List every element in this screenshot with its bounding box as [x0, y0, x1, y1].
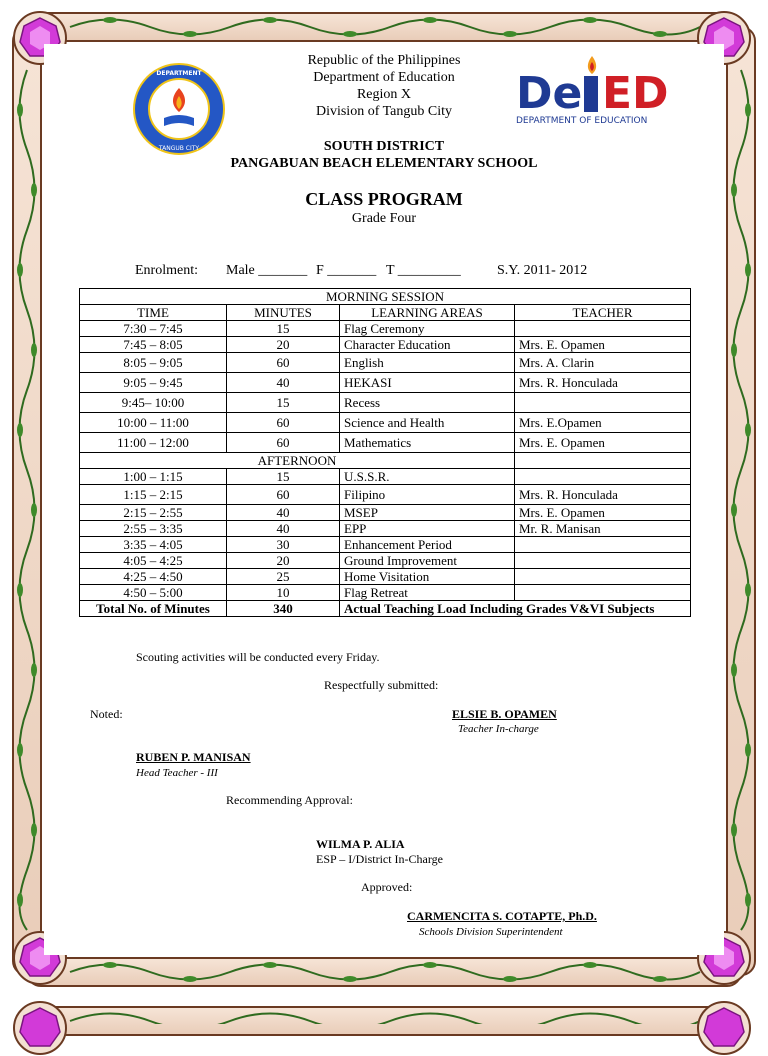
- teacher-cell: [515, 569, 691, 585]
- table-row: [80, 521, 691, 537]
- minutes-cell: 15: [227, 469, 340, 485]
- time-cell: 7:30 – 7:45: [80, 321, 227, 337]
- teacher-cell: [515, 469, 691, 485]
- svg-text:DEPARTMENT OF EDUCATION: DEPARTMENT OF EDUCATION: [516, 116, 648, 126]
- learning-area-cell: Filipino: [340, 485, 515, 505]
- total-label: Total No. of Minutes: [80, 601, 227, 617]
- minutes-cell: 60: [227, 485, 340, 505]
- table-row: [80, 393, 691, 413]
- time-cell: 2:55 – 3:35: [80, 521, 227, 537]
- table-row: [80, 353, 691, 373]
- time-cell: 4:25 – 4:50: [80, 569, 227, 585]
- minutes-cell: 25: [227, 569, 340, 585]
- scouting-note: Scouting activities will be conducted every Friday.: [136, 650, 380, 664]
- minutes-cell: 60: [227, 433, 340, 453]
- head-teacher-role: Head Teacher - III: [136, 767, 218, 779]
- learning-area-cell: Mathematics: [340, 433, 515, 453]
- total-minutes: 340: [227, 601, 340, 617]
- recommending-approval-label: Recommending Approval:: [226, 793, 353, 807]
- minutes-cell: 15: [227, 393, 340, 413]
- table-row: [80, 505, 691, 521]
- teacher-incharge-role: Teacher In-charge: [458, 723, 539, 735]
- header-republic: Republic of the Philippines: [307, 53, 461, 68]
- enrolment-total: T _________: [386, 263, 461, 278]
- district-name: SOUTH DISTRICT: [323, 139, 445, 154]
- teacher-cell: [515, 453, 691, 469]
- teacher-cell: Mrs. R. Honculada: [515, 373, 691, 393]
- header-department: Department of Education: [313, 70, 455, 85]
- minutes-cell: 20: [227, 553, 340, 569]
- time-cell: 8:05 – 9:05: [80, 353, 227, 373]
- enrolment-male: Male _______: [226, 263, 308, 278]
- time-cell: 2:15 – 2:55: [80, 505, 227, 521]
- time-cell: 1:00 – 1:15: [80, 469, 227, 485]
- esp-role: ESP – I/District In-Charge: [316, 852, 443, 866]
- superintendent-name: CARMENCITA S. COTAPTE, Ph.D.: [407, 909, 597, 923]
- time-cell: 9:05 – 9:45: [80, 373, 227, 393]
- noted-label: Noted:: [90, 707, 123, 721]
- table-row: [80, 453, 691, 469]
- minutes-cell: 15: [227, 321, 340, 337]
- esp-name: WILMA P. ALIA: [316, 837, 405, 851]
- class-program-table: [79, 288, 691, 617]
- grade-level: Grade Four: [351, 211, 417, 226]
- minutes-cell: 10: [227, 585, 340, 601]
- time-cell: 11:00 – 12:00: [80, 433, 227, 453]
- teacher-cell: Mr. R. Manisan: [515, 521, 691, 537]
- teacher-cell: [515, 321, 691, 337]
- school-name: PANGABUAN BEACH ELEMENTARY SCHOOL: [230, 156, 538, 171]
- learning-area-cell: Science and Health: [340, 413, 515, 433]
- learning-area-cell: EPP: [340, 521, 515, 537]
- afternoon-session-label: AFTERNOON: [80, 453, 515, 469]
- teacher-cell: [515, 585, 691, 601]
- superintendent-role: Schools Division Superintendent: [419, 926, 563, 938]
- learning-area-cell: Ground Improvement: [340, 553, 515, 569]
- table-row: [80, 289, 691, 305]
- time-cell: 3:35 – 4:05: [80, 537, 227, 553]
- minutes-cell: 60: [227, 413, 340, 433]
- head-teacher-name: RUBEN P. MANISAN: [136, 750, 251, 764]
- table-row: [80, 469, 691, 485]
- minutes-cell: 60: [227, 353, 340, 373]
- table-row: [80, 433, 691, 453]
- table-row: [80, 553, 691, 569]
- minutes-cell: 40: [227, 505, 340, 521]
- learning-area-cell: Recess: [340, 393, 515, 413]
- learning-area-cell: U.S.S.R.: [340, 469, 515, 485]
- approved-label: Approved:: [361, 880, 413, 894]
- time-cell: 9:45– 10:00: [80, 393, 227, 413]
- table-row: [80, 569, 691, 585]
- teacher-cell: Mrs. A. Clarin: [515, 353, 691, 373]
- total-note: Actual Teaching Load Including Grades V&VI Subjects: [340, 601, 691, 617]
- minutes-cell: 30: [227, 537, 340, 553]
- minutes-cell: 40: [227, 521, 340, 537]
- learning-area-cell: HEKASI: [340, 373, 515, 393]
- svg-text:TANGUB CITY: TANGUB CITY: [158, 145, 200, 152]
- svg-text:De: De: [516, 68, 583, 119]
- svg-text:ED: ED: [602, 68, 669, 119]
- teacher-cell: Mrs. E. Opamen: [515, 337, 691, 353]
- learning-area-cell: English: [340, 353, 515, 373]
- learning-area-cell: MSEP: [340, 505, 515, 521]
- table-row: [80, 337, 691, 353]
- teacher-cell: [515, 537, 691, 553]
- respectfully-submitted: Respectfully submitted:: [324, 678, 439, 692]
- svg-text:DEPARTMENT: DEPARTMENT: [156, 70, 202, 77]
- minutes-cell: 20: [227, 337, 340, 353]
- time-cell: 7:45 – 8:05: [80, 337, 227, 353]
- teacher-cell: Mrs. R. Honculada: [515, 485, 691, 505]
- table-row: [80, 321, 691, 337]
- teacher-cell: Mrs. E. Opamen: [515, 505, 691, 521]
- learning-area-cell: Home Visitation: [340, 569, 515, 585]
- table-row: [80, 373, 691, 393]
- enrolment-label: Enrolment:: [135, 263, 198, 278]
- time-cell: 1:15 – 2:15: [80, 485, 227, 505]
- document-title: CLASS PROGRAM: [305, 189, 463, 209]
- column-header: TEACHER: [515, 305, 691, 321]
- table-row: [80, 485, 691, 505]
- minutes-cell: 40: [227, 373, 340, 393]
- time-cell: 4:05 – 4:25: [80, 553, 227, 569]
- column-header: LEARNING AREAS: [340, 305, 515, 321]
- total-row: [80, 601, 691, 617]
- time-cell: 10:00 – 11:00: [80, 413, 227, 433]
- table-row: [80, 413, 691, 433]
- column-header: TIME: [80, 305, 227, 321]
- learning-area-cell: Flag Ceremony: [340, 321, 515, 337]
- table-header-row: [80, 305, 691, 321]
- corner-gem-icon: [12, 1000, 68, 1056]
- school-year: S.Y. 2011- 2012: [497, 263, 588, 278]
- table-row: [80, 537, 691, 553]
- header-region: Region X: [356, 87, 412, 102]
- corner-gem-icon: [696, 1000, 752, 1056]
- teacher-cell: [515, 393, 691, 413]
- teacher-cell: Mrs. E. Opamen: [515, 433, 691, 453]
- learning-area-cell: Flag Retreat: [340, 585, 515, 601]
- learning-area-cell: Character Education: [340, 337, 515, 353]
- teacher-cell: Mrs. E.Opamen: [515, 413, 691, 433]
- teacher-incharge-name: ELSIE B. OPAMEN: [452, 707, 557, 721]
- column-header: MINUTES: [227, 305, 340, 321]
- header-division: Division of Tangub City: [315, 104, 453, 119]
- teacher-cell: [515, 553, 691, 569]
- enrolment-female: F _______: [316, 263, 377, 278]
- learning-area-cell: Enhancement Period: [340, 537, 515, 553]
- morning-session-label: MORNING SESSION: [80, 289, 691, 305]
- time-cell: 4:50 – 5:00: [80, 585, 227, 601]
- table-row: [80, 585, 691, 601]
